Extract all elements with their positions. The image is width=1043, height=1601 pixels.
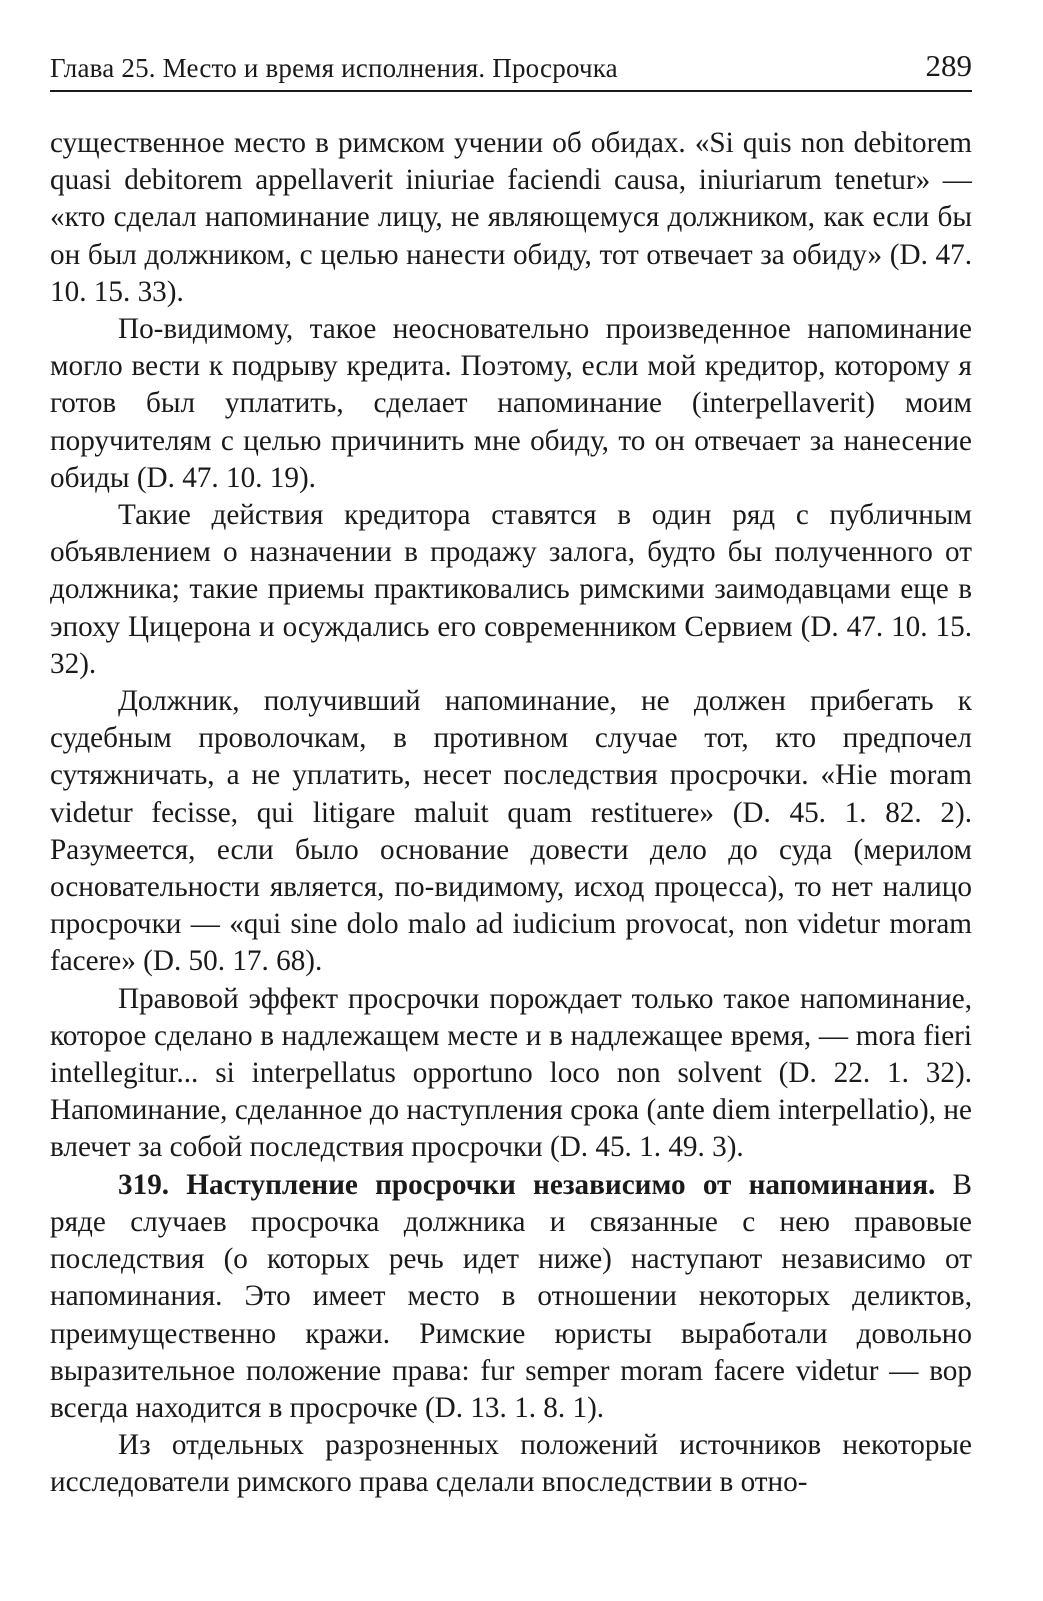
paragraph-text: существенное место в римском учении об обидах. «Si quis non debitorem quasi debitorem appellaverit iniuriae faciendi causa, iniuriarum tenetur» — «кто сделал напоминание лицу, не являющемуся должником, как если бы он был должником, с целью нанести обиду, тот отвечает за обиду» (D. 47. 10. 15. 33). bbox=[50, 127, 972, 308]
paragraph-text: Из отдельных разрозненных положений источников некоторые исследователи римского права сделали впоследствии в отно- bbox=[50, 1429, 972, 1499]
paragraph-text: В ряде случаев просрочка должника и связанные с нею правовые последствия (о которых речь идет ниже) наступают независимо от напоминания. Это имеет место в отношении некоторых деликтов, преимущественно кражи. Римские юристы выработали довольно выразительное положение права: fur semper moram facere videtur — вор всегда находится в просрочке (D. 13. 1. 8. 1). bbox=[50, 1168, 973, 1424]
paragraph bbox=[50, 1427, 972, 1501]
section-heading: 319. Наступление просрочки независимо от напоминания. bbox=[118, 1168, 936, 1201]
paragraph bbox=[50, 981, 972, 1167]
paragraph bbox=[50, 683, 972, 981]
paragraph-text: По-видимому, такое неосновательно произведенное напоминание могло вести к подрыву кредита. Поэтому, если мой кредитор, которому я готов был уплатить, сделает напоминание (interpellaverit) моим поручителям с целью причинить мне обиду, то он отвечает за нанесение обиды (D. 47. 10. 19). bbox=[50, 313, 972, 494]
paragraph bbox=[50, 311, 972, 497]
running-head bbox=[50, 44, 972, 92]
paragraph-text: Такие действия кредитора ставятся в один ряд с публичным объявлением о назначении в продажу залога, будто бы полученного от должника; такие приемы практиковались римскими заимодавцами еще в эпоху Цицерона и осуждались его современником Сервием (D. 47. 10. 15. 32). bbox=[50, 499, 972, 680]
paragraph-text: Должник, получивший напоминание, не должен прибегать к судебным проволочкам, в противном случае тот, кто предпочел сутяжничать, а не уплатить, несет последствия просрочки. «Hie moram videtur fecisse, qui litigare maluit quam restituere» (D. 45. 1. 82. 2). Разумеется, если было основание довести дело до суда (мерилом основательности является, по-видимому, исход процесса), то нет налицо просрочки — «qui sine dolo malo ad iudicium provocat, non videtur moram facere» (D. 50. 17. 68). bbox=[50, 685, 972, 978]
page-number: 289 bbox=[925, 48, 972, 83]
chapter-title: Глава 25. Место и время исполнения. Просрочка bbox=[50, 53, 618, 83]
paragraph-text: Правовой эффект просрочки порождает только такое напоминание, которое сделано в надлежащем месте и в надлежащее время, — mora fieri intellegitur... si interpellatus opportuno loco non solvent (D. 22. 1. 32). Напоминание, сделанное до наступления срока (ante diem interpellatio), не влечет за собой последствия просрочки (D. 45. 1. 49. 3). bbox=[50, 982, 972, 1164]
paragraph bbox=[50, 497, 972, 683]
book-page bbox=[50, 44, 972, 1502]
paragraph-continued bbox=[50, 125, 972, 311]
body-text bbox=[50, 125, 972, 1502]
section-paragraph bbox=[50, 1167, 972, 1427]
